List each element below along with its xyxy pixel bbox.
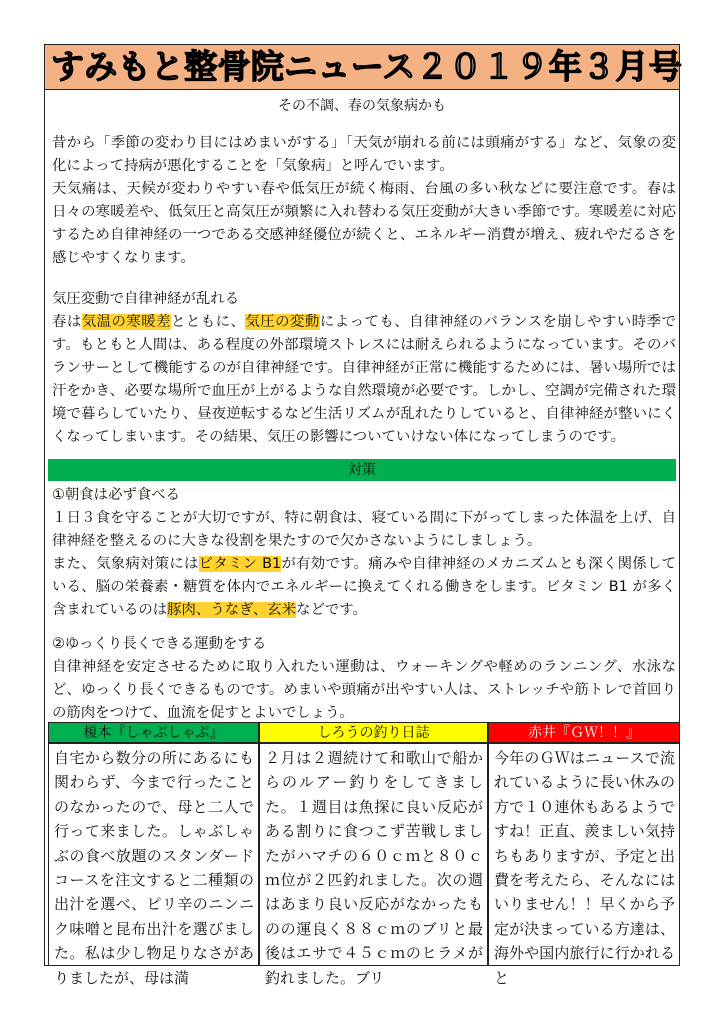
column-title-akai: 赤井『ＧＷ！！』 — [488, 722, 680, 743]
highlight-temperature: 気温の寒暖差 — [81, 314, 172, 330]
newsletter-header — [44, 44, 683, 90]
intro-paragraph-1: 昔から「季節の変わり目にはめまいがする」「天気が崩れる前には頭痛がする」など、気象の変化によって持病が悪化することを「気象病」と呼んでいます。 — [52, 135, 676, 175]
text-fragment: 春は — [52, 314, 82, 330]
column-akai — [488, 743, 680, 987]
newsletter-title: すみもと整骨院ニュース２０１９年３月号 — [51, 47, 683, 86]
article-title: その不調、春の気象病かも — [278, 98, 446, 114]
column-title-shirou: しろうの釣り日誌 — [259, 722, 488, 743]
text-fragment: が有効です。痛みや自律神経のメカニズムとも深く関係している、脳の栄養素・糖質を体内でエネルギーに換えてくれる働きをします。ビタミン B1 が多く含まれているのは — [52, 556, 676, 619]
text-fragment: などです。 — [296, 602, 367, 619]
tip1-text: １日３食を守ることが大切ですが、特に朝食は、寝ている間に下がってしまった体温を上げ、自律神経を整えるのに大きな役割を果たすので欠かさないようにしましょう。 — [52, 510, 676, 550]
section-paragraph-pressure — [52, 311, 676, 450]
column-text: 今年のＧＷはニュースで流れているように長い休みの方で１０連休もあるようですね！正直、羨ましい気持ちもありますが、予定と出費を考えたら、そんなにはいりません！！早くから予定が決まっている方達は、海外や国内旅行に行かれると — [494, 749, 675, 987]
text-fragment: また、気象病対策には — [52, 556, 199, 572]
column-title-enomoto: 榎本『しゃぶしゃぶ』 — [48, 722, 259, 743]
column-text: 自宅から数分の所にあるにも関わらず、今まで行ったことのなかったので、母と二人で行って来ました。しゃぶしゃぶの食べ放題のスタンダードコースを注文すると二種類の出汁を選べ、ピリ辛のニンニク味噌と昆布出汁を選びました。私は少し物足りなさがありましたが、母は満 — [54, 749, 254, 987]
intro-paragraph-2: 天気痛は、天候が変わりやすい春や低気圧が続く梅雨、台風の多い秋などに要注意です。春は日々の寒暖差や、低気圧と高気圧が頻繁に入れ替わる気圧変動が大きい季節です。寒暖差に対応するため自律神経の一つである交感神経優位が続くと、エネルギー消費が増え、疲れやだるさを感じやすくなります。 — [52, 181, 676, 267]
highlight-pressure: 気圧の変動 — [245, 314, 320, 330]
countermeasure-banner: 対策 — [48, 459, 676, 481]
section-heading-pressure: 気圧変動で自律神経が乱れる — [52, 291, 240, 307]
tip2-text: 自律神経を安定させるために取り入れたい運動は、ウォーキングや軽めのランニング、水泳など、ゆっくり長くできるものです。めまいや頭痛が出やすい人は、ストレッチや筋トレで首回りの筋肉をつけて、血流を促すとよいでしょう。 — [52, 659, 676, 722]
highlight-vitamin: ビタミン B1 — [198, 556, 282, 572]
tip1-heading: ①朝食は必ず食べる — [52, 487, 181, 503]
tip2-heading: ②ゆっくり長くできる運動をする — [52, 636, 267, 652]
text-fragment: とともに、 — [171, 314, 246, 330]
column-enomoto — [48, 743, 259, 987]
column-text: ２月は２週続けて和歌山で船からのルアー釣りをしてきました。１週目は魚探に良い反応がある割りに食つこず苦戦しましたがハマチの６０ｃｍと８０ｃｍ位が２匹釣れました。次の週はあまり良い反応がなかったものの運良く８８ｃｍのブリと最後はエサで４５ｃｍのヒラメが釣れました。ブリ — [265, 749, 483, 987]
highlight-foods: 豚肉、うなぎ、玄米 — [167, 602, 297, 619]
column-shirou — [259, 743, 488, 987]
tip1-vitamin-text — [52, 553, 676, 622]
text-fragment: によっても、自律神経のバランスを崩しやすい時季です。もともと人間は、ある程度の外部環境ストレスには耐えられるようになっています。そのバランサーとして機能するのが自律神経です。自律神経が正常に機能するためには、暑い場所では汗をかき、必要な場所で血圧が上がるような自然環境が必要です。しかし、空調が完備された環境で暮らしていたり、昼夜逆転するなど生活リズムが乱れたりしていると、自律神経が整いにくくなってしまいます。その結果、気圧の影響についていけない体になってしまうのです。 — [52, 314, 676, 446]
